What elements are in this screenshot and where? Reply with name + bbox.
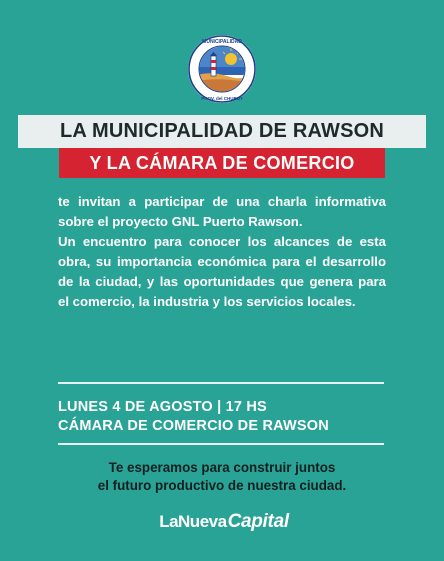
municipal-seal-logo: [187, 34, 257, 104]
invitation-intro: te invitan a participar de una charla informativa sobre el proyecto GNL Puerto Rawson.: [58, 194, 386, 229]
invitation-body: [58, 192, 386, 312]
closing-message: [40, 459, 404, 495]
event-location: CÁMARA DE COMERCIO DE RAWSON: [58, 418, 329, 434]
divider-top: [58, 382, 384, 384]
divider-bottom: [58, 443, 384, 445]
svg-text:MUNICIPALIDAD: MUNICIPALIDAD: [202, 39, 242, 45]
page-subtitle: Y LA CÁMARA DE COMERCIO: [89, 152, 355, 173]
event-details: [58, 398, 388, 436]
page-title: LA MUNICIPALIDAD DE RAWSON: [59, 120, 385, 142]
svg-text:PROV. del CHUBUT: PROV. del CHUBUT: [201, 96, 243, 101]
closing-line-1: Te esperamos para construir juntos: [108, 460, 336, 475]
title-banner: [18, 115, 426, 148]
event-date-time: LUNES 4 DE AGOSTO | 17 HS: [58, 399, 267, 415]
brand-part-1: LaNueva: [159, 512, 227, 531]
brand-part-2: Capital: [227, 511, 289, 532]
closing-line-2: el futuro productivo de nuestra ciudad.: [97, 478, 347, 493]
subtitle-banner: [59, 148, 385, 178]
invitation-detail: Un encuentro para conocer los alcances de esta obra, su importancia económica para el desarrollo de la ciudad, y las oportunidades que genera para el comercio, la industria y los servicios locales.: [58, 234, 386, 309]
la-nueva-capital-logo: [139, 505, 309, 539]
